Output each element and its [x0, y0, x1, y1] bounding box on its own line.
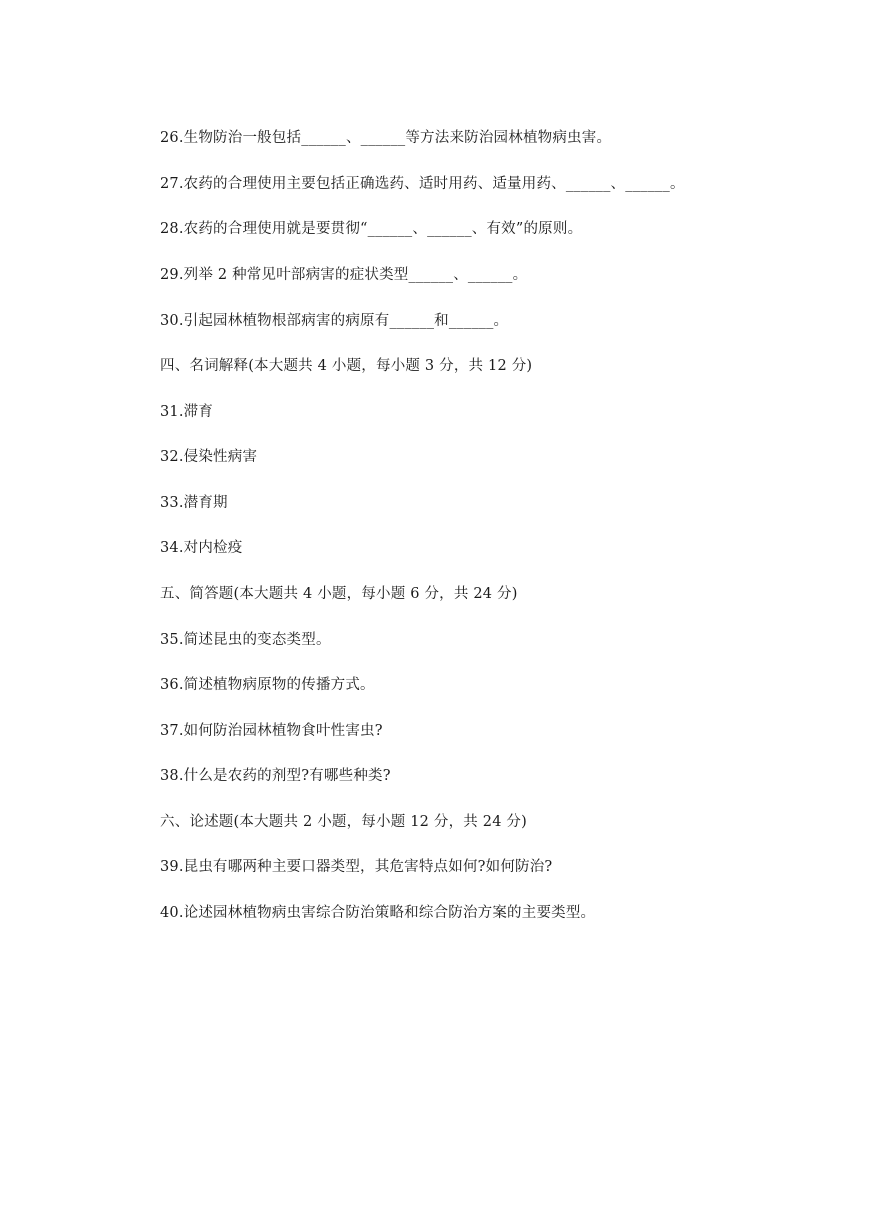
- question-27: 27.农药的合理使用主要包括正确选药、适时用药、适量用药、______、______。: [160, 176, 685, 192]
- question-26: 26.生物防治一般包括______、______等方法来防治园林植物病虫害。: [160, 130, 612, 146]
- question-31: 31.滞育: [160, 404, 214, 420]
- section-heading-term-definitions: 四、名词解释(本大题共 4 小题，每小题 3 分，共 12 分): [160, 358, 533, 374]
- question-36: 36.简述植物病原物的传播方式。: [160, 677, 375, 693]
- question-37: 37.如何防治园林植物食叶性害虫?: [160, 723, 383, 739]
- question-33: 33.潜育期: [160, 495, 228, 511]
- question-34: 34.对内检疫: [160, 540, 243, 556]
- question-35: 35.简述昆虫的变态类型。: [160, 632, 331, 648]
- question-29: 29.列举 2 种常见叶部病害的症状类型______、______。: [160, 267, 528, 283]
- section-heading-essay: 六、论述题(本大题共 2 小题，每小题 12 分，共 24 分): [160, 814, 527, 830]
- question-32: 32.侵染性病害: [160, 449, 258, 465]
- section-heading-short-answer: 五、简答题(本大题共 4 小题，每小题 6 分，共 24 分): [160, 586, 518, 602]
- question-28: 28.农药的合理使用就是要贯彻“______、______、有效”的原则。: [160, 221, 583, 237]
- question-40: 40.论述园林植物病虫害综合防治策略和综合防治方案的主要类型。: [160, 905, 596, 921]
- question-38: 38.什么是农药的剂型?有哪些种类?: [160, 768, 391, 784]
- question-39: 39.昆虫有哪两种主要口器类型，其危害特点如何?如何防治?: [160, 859, 553, 875]
- question-30: 30.引起园林植物根部病害的病原有______和______。: [160, 313, 509, 329]
